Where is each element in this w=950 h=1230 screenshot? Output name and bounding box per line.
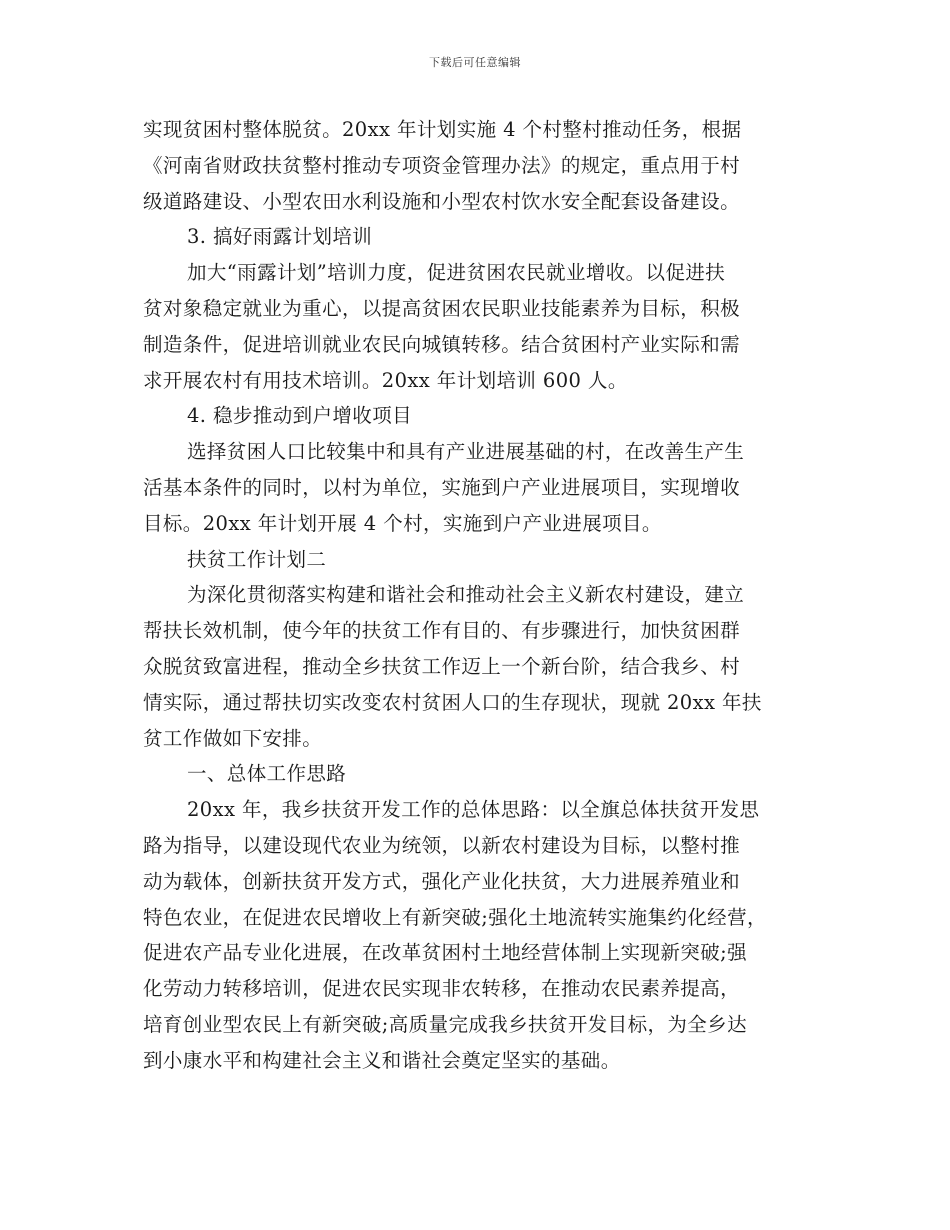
text-line: 加大“雨露计划”培训力度，促进贫困农民就业增收。以促进扶	[187, 261, 726, 285]
text-line: 选择贫困人口比较集中和具有产业进展基础的村，在改善生产生	[187, 440, 745, 464]
text-line: 级道路建设、小型农田水利设施和小型农村饮水安全配套设备建设。	[143, 189, 741, 213]
text-line: 到小康水平和构建社会主义和谐社会奠定坚实的基础。	[143, 1048, 621, 1072]
text-line: 活基本条件的同时，以村为单位，实施到户产业进展项目，实现增收	[143, 475, 741, 499]
text-line: 扶贫工作计划二	[187, 547, 327, 571]
text-line: 一、总体工作思路	[187, 762, 347, 786]
page-header: 下载后可任意编辑	[429, 56, 521, 69]
text-line: 贫对象稳定就业为重心，以提高贫困农民职业技能素养为目标，积极	[143, 296, 741, 320]
text-line: 制造条件，促进培训就业农民向城镇转移。结合贫困村产业实际和需	[143, 332, 741, 356]
text-line: 动为载体，创新扶贫开发方式，强化产业化扶贫，大力进展养殖业和	[143, 869, 741, 893]
text-line: 3. 搞好雨露计划培训	[187, 225, 373, 249]
text-line: 为深化贯彻落实构建和谐社会和推动社会主义新农村建设，建立	[187, 583, 745, 607]
text-line: 求开展农村有用技术培训。20xx 年计划培训 600 人。	[143, 368, 628, 392]
text-line: 众脱贫致富进程，推动全乡扶贫工作迈上一个新台阶，结合我乡、村	[143, 654, 741, 678]
text-line: 化劳动力转移培训，促进农民实现非农转移，在推动农民素养提高，	[143, 977, 741, 1001]
text-line: 培育创业型农民上有新突破;高质量完成我乡扶贫开发目标，为全乡达	[143, 1012, 747, 1036]
text-line: 4. 稳步推动到户增收项目	[187, 404, 413, 428]
text-line: 路为指导，以建设现代农业为统领，以新农村建设为目标，以整村推	[143, 833, 741, 857]
text-line: 特色农业，在促进农民增收上有新突破;强化土地流转实施集约化经营，	[143, 905, 767, 929]
text-line: 20xx 年，我乡扶贫开发工作的总体思路：以全旗总体扶贫开发思	[187, 798, 760, 822]
document-body	[143, 112, 813, 1079]
text-line: 情实际，通过帮扶切实改变农村贫困人口的生存现状，现就 20xx 年扶	[143, 690, 762, 714]
text-line: 《河南省财政扶贫整村推动专项资金管理办法》的规定，重点用于村	[143, 153, 741, 177]
text-line: 目标。20xx 年计划开展 4 个村，实施到户产业进展项目。	[143, 511, 662, 535]
text-line: 促进农产品专业化进展，在改革贫困村土地经营体制上实现新突破;强	[143, 941, 747, 965]
text-line: 贫工作做如下安排。	[143, 726, 323, 750]
text-line: 帮扶长效机制，使今年的扶贫工作有目的、有步骤进行，加快贫困群	[143, 619, 741, 643]
text-line: 实现贫困村整体脱贫。20xx 年计划实施 4 个村整村推动任务，根据	[143, 118, 742, 141]
